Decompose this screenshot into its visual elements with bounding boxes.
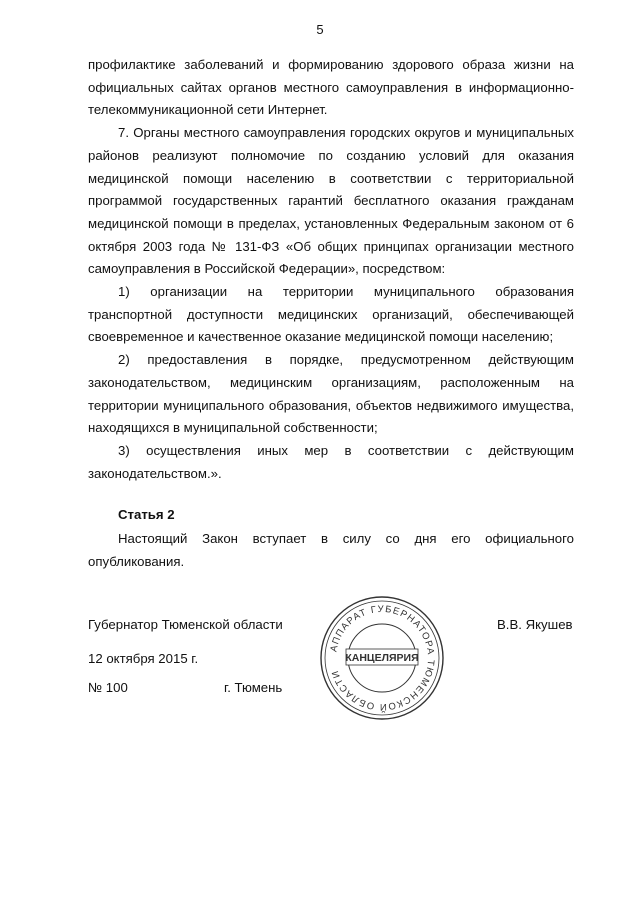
signing-date: 12 октября 2015 г. xyxy=(88,651,199,666)
svg-text:АППАРАТ ГУБЕРНАТОРА ТЮМЕНСКОЙ: АППАРАТ ГУБЕРНАТОРА ТЮМЕНСКОЙ ОБЛАСТИ xyxy=(328,603,437,713)
article-body xyxy=(88,528,574,573)
office-stamp-icon xyxy=(318,594,446,722)
article-text: Настоящий Закон вступает в силу со дня его официального опубликования. xyxy=(88,531,574,569)
page-number: 5 xyxy=(316,22,324,37)
signatory-position: Губернатор Тюменской области xyxy=(88,617,283,632)
paragraph-subitem-2: 2) предоставления в порядке, предусмотренном действующим законодательством, медицинским организациям, расположенным на территории муниципального образования, объектов недвижимого имущества, находящихся в муниципальной собственности; xyxy=(88,352,574,436)
paragraph-item-7: 7. Органы местного самоуправления городских округов и муниципальных районов реализуют полномочие по созданию условий для оказания медицинской помощи населению в соответствии с территориальной программой государственных гарантий бесплатного оказания гражданам медицинской помощи в пределах, установленных Федеральным законом от 6 октября 2003 года № 131-ФЗ «Об общих принципах организации местного самоуправления в Российской Федерации», посредством: xyxy=(88,125,574,277)
signing-city: г. Тюмень xyxy=(224,680,283,695)
paragraph-subitem-3: 3) осуществления иных мер в соответствии с действующим законодательством.». xyxy=(88,442,574,481)
article-title: Статья 2 xyxy=(118,507,175,522)
svg-text:КАНЦЕЛЯРИЯ: КАНЦЕЛЯРИЯ xyxy=(345,652,419,664)
law-number: № 100 xyxy=(88,680,128,695)
signatory-name: В.В. Якушев xyxy=(497,617,573,632)
document-body xyxy=(88,54,574,485)
paragraph-continuation: профилактике заболеваний и формированию здорового образа жизни на официальных сайтах органов местного самоуправления в информационно-телекоммуникационной сети Интернет. xyxy=(88,57,574,118)
paragraph-subitem-1: 1) организации на территории муниципального образования транспортной доступности медицинских организаций, обеспечивающей своевременное и качественное оказание медицинской помощи населению; xyxy=(88,284,574,345)
